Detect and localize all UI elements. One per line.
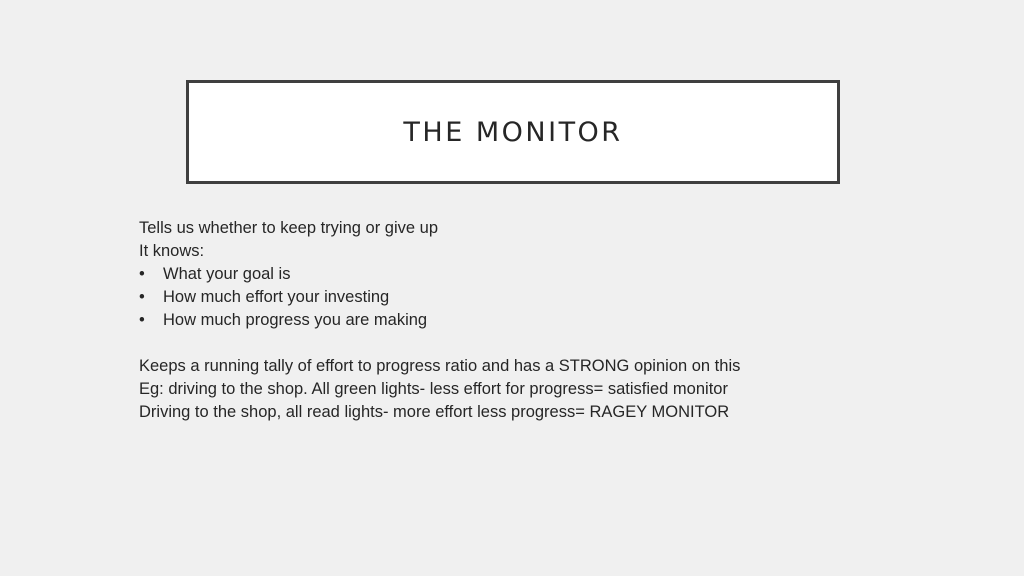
list-item bbox=[139, 263, 899, 286]
knows-list bbox=[139, 263, 899, 332]
paragraph-line: Keeps a running tally of effort to progress ratio and has a STRONG opinion on this bbox=[139, 357, 741, 375]
bullet-icon: • bbox=[139, 311, 145, 329]
list-item bbox=[139, 309, 899, 332]
list-item-text: How much progress you are making bbox=[163, 311, 428, 329]
list-item-text: What your goal is bbox=[163, 265, 291, 283]
paragraph-line: Eg: driving to the shop. All green lights- less effort for progress= satisfied monitor bbox=[139, 380, 728, 398]
bullet-icon: • bbox=[139, 288, 145, 306]
paragraph-line: Driving to the shop, all read lights- more effort less progress= RAGEY MONITOR bbox=[139, 403, 730, 421]
list-item bbox=[139, 286, 899, 309]
bullet-icon: • bbox=[139, 265, 145, 283]
intro-line: Tells us whether to keep trying or give up bbox=[139, 219, 438, 237]
knows-label: It knows: bbox=[139, 242, 205, 260]
slide-title: THE MONITOR bbox=[403, 116, 623, 148]
slide-body bbox=[139, 217, 899, 424]
title-box bbox=[186, 80, 840, 184]
paragraph-spacer bbox=[139, 332, 899, 355]
list-item-text: How much effort your investing bbox=[163, 288, 390, 306]
